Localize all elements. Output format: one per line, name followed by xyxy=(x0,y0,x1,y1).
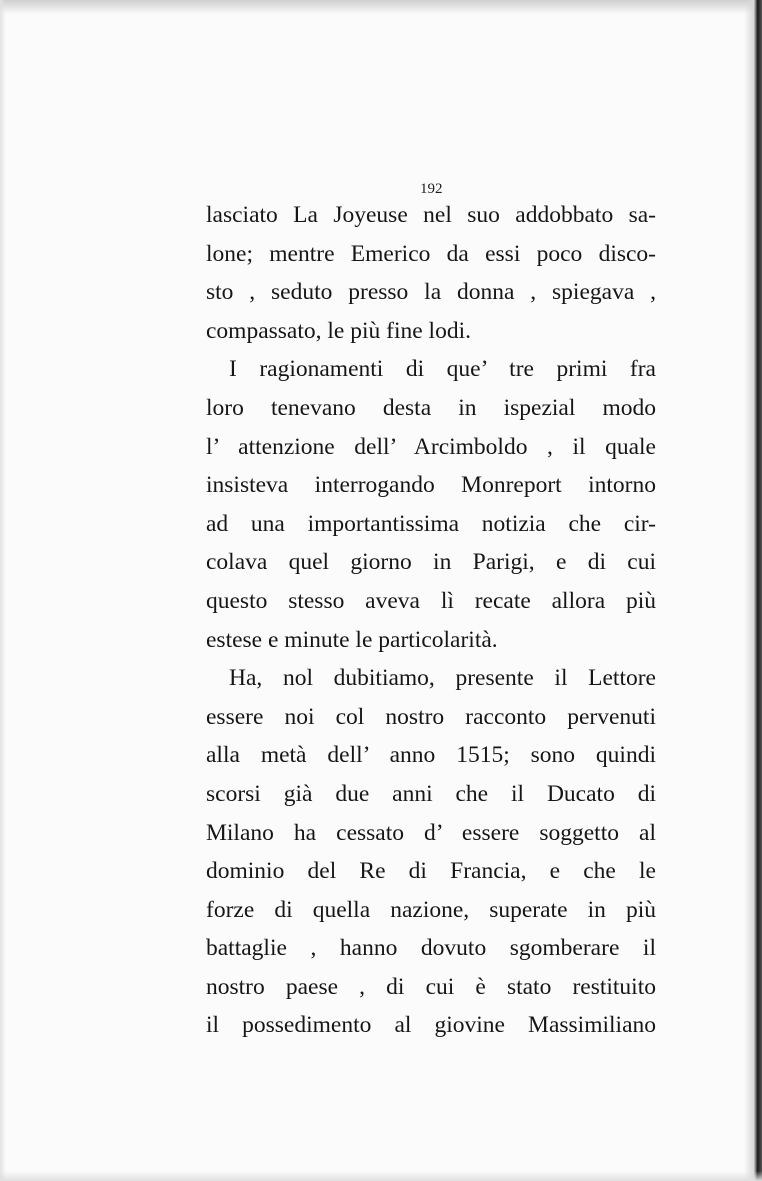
paragraph-3 xyxy=(206,659,656,1045)
text-line: sto , seduto presso la donna , spiegava , xyxy=(206,279,656,306)
text-line: forze di quella nazione, superate in più xyxy=(206,896,656,923)
text-line: nostro paese , di cui è stato restituito xyxy=(206,973,656,1000)
text-line: essere noi col nostro racconto pervenuti xyxy=(206,703,656,730)
paragraph-2 xyxy=(206,350,656,659)
text-line: lasciato La Joyeuse nel suo addobbato sa- xyxy=(206,202,656,228)
text-line: lone; mentre Emerico da essi poco disco- xyxy=(206,240,656,267)
text-line: Milano ha cessato d’ essere soggetto al xyxy=(206,819,656,846)
page-edge-right xyxy=(744,0,762,1181)
text-line: insisteva interrogando Monreport intorno xyxy=(206,472,656,499)
body-text xyxy=(206,196,656,1045)
text-line: loro tenevano desta in ispezial modo xyxy=(206,394,656,421)
text-line: colava quel giorno in Parigi, e di cui xyxy=(206,549,656,576)
text-line: I ragionamenti di que’ tre primi fra xyxy=(229,356,656,383)
text-line: dominio del Re di Francia, e che le xyxy=(206,858,656,885)
page-edge-bottom xyxy=(0,1171,762,1181)
text-line: questo stesso aveva lì recate allora più xyxy=(206,587,656,614)
text-line: compassato, le più fine lodi. xyxy=(206,317,471,344)
text-line: alla metà dell’ anno 1515; sono quindi xyxy=(206,742,656,769)
text-line: ad una importantissima notizia che cir- xyxy=(206,510,656,537)
text-line: battaglie , hanno dovuto sgomberare il xyxy=(206,935,656,962)
page-edge-left xyxy=(0,0,6,1181)
page-edge-top xyxy=(0,0,762,14)
paragraph-1 xyxy=(206,196,656,350)
text-line: estese e minute le particolarità. xyxy=(206,626,498,653)
text-line: scorsi già due anni che il Ducato di xyxy=(206,780,656,807)
text-line: l’ attenzione dell’ Arcimboldo , il quale xyxy=(206,433,656,460)
page-number: 192 xyxy=(420,181,443,197)
text-line: Ha, nol dubitiamo, presente il Lettore xyxy=(229,665,656,692)
text-line: il possedimento al giovine Massimiliano xyxy=(206,1012,656,1039)
